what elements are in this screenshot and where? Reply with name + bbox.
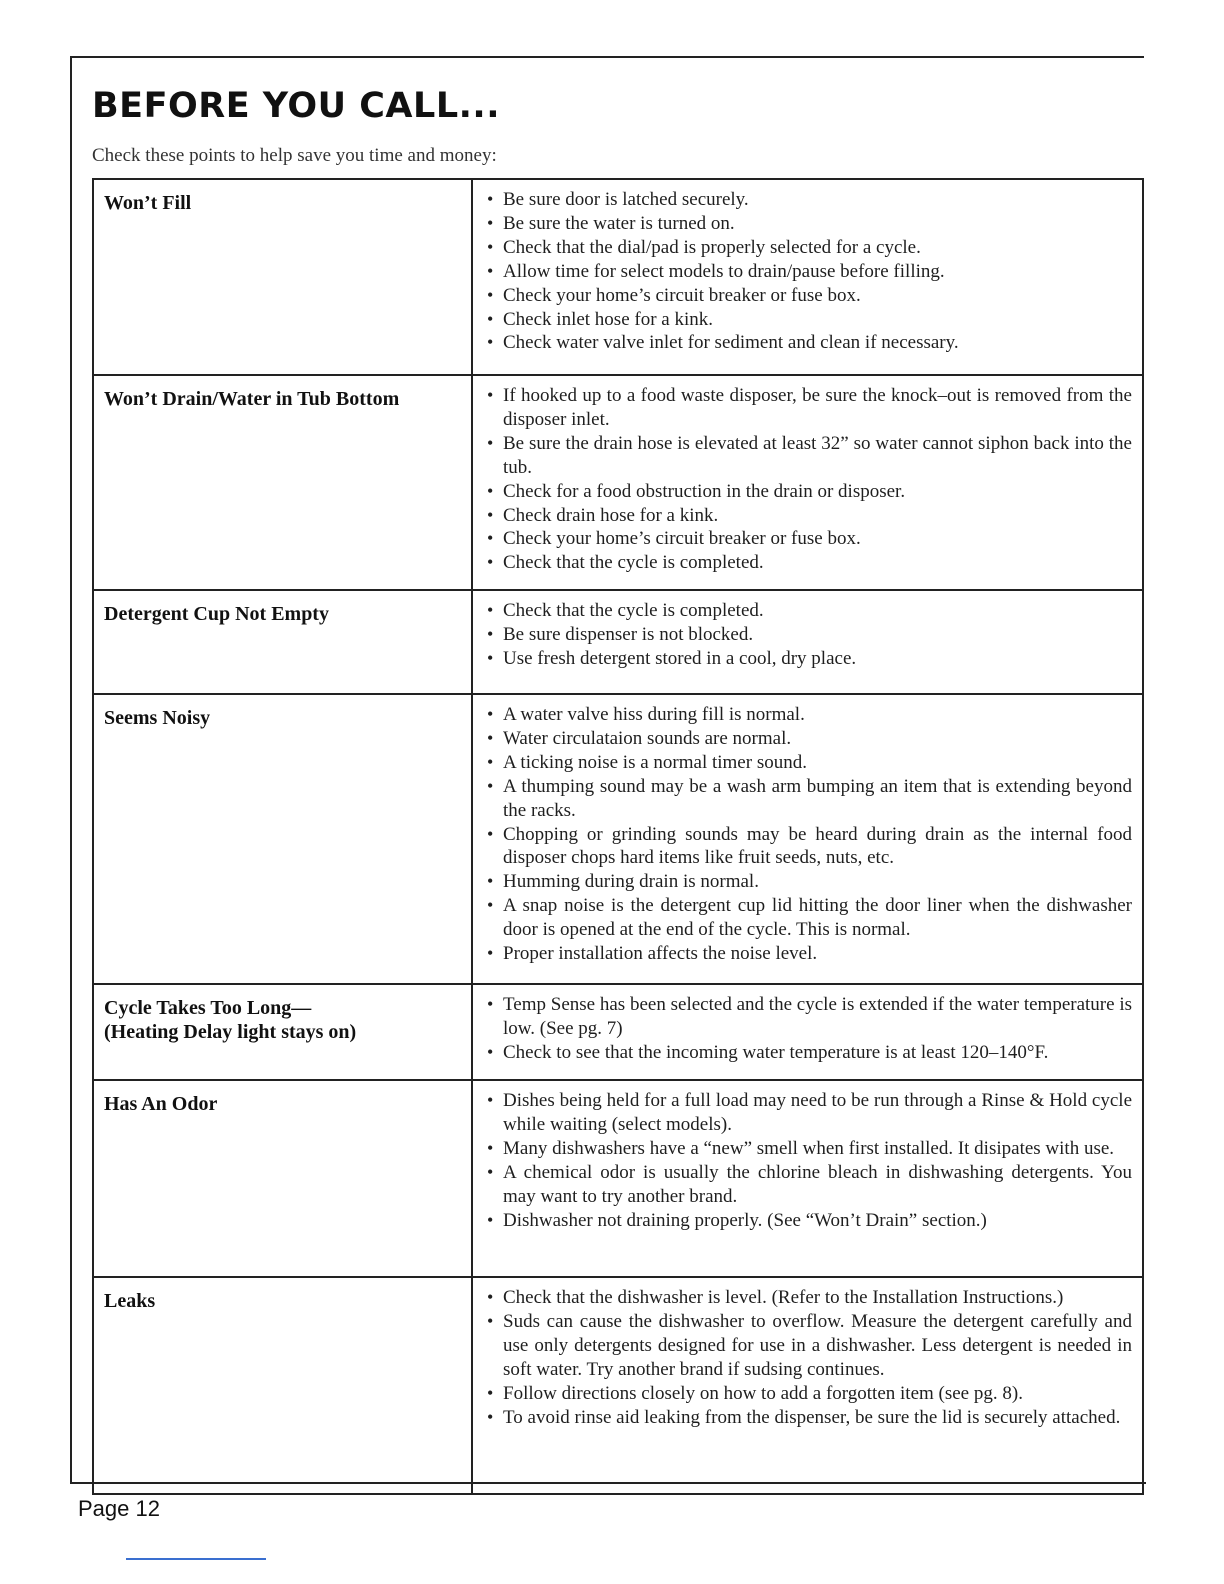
- solution-item: • Temp Sense has been selected and the cycle is extended if the water temperature is low. (See pg. 7): [485, 993, 1132, 1041]
- solution-item: • Dishwasher not draining properly. (See “Won’t Drain” section.): [485, 1209, 1132, 1233]
- solutions-cell: [472, 1080, 1143, 1277]
- solution-item: • Proper installation affects the noise level.: [485, 942, 1132, 966]
- left-rule: [70, 56, 72, 1484]
- solutions-list: [485, 1286, 1132, 1429]
- page-subtitle: Check these points to help save you time and money:: [92, 145, 497, 166]
- problem-label-secondary: (Heating Delay light stays on): [104, 1021, 357, 1043]
- problem-label: Detergent Cup Not Empty: [104, 603, 329, 625]
- solution-item: • Dishes being held for a full load may need to be run through a Rinse & Hold cycle while waiting (select models).: [485, 1089, 1132, 1137]
- solution-item: • Many dishwashers have a “new” smell when first installed. It disipates with use.: [485, 1137, 1132, 1161]
- solution-item: • Chopping or grinding sounds may be heard during drain as the internal food disposer chops hard items like fruit seeds, nuts, etc.: [485, 823, 1132, 871]
- solution-item: • A ticking noise is a normal timer sound.: [485, 751, 1132, 775]
- problem-label: Has An Odor: [104, 1093, 218, 1115]
- solution-item: • A snap noise is the detergent cup lid hitting the door liner when the dishwasher door is opened at the end of the cycle. This is normal.: [485, 894, 1132, 942]
- problem-label: Won’t Drain/Water in Tub Bottom: [104, 388, 400, 410]
- solutions-cell: [472, 590, 1143, 694]
- page-number: Page 12: [78, 1496, 160, 1521]
- solution-item: • Humming during drain is normal.: [485, 870, 1132, 894]
- row-wont-drain: [93, 375, 1143, 590]
- problem-cell: [93, 694, 472, 984]
- row-cycle-too-long: [93, 984, 1143, 1080]
- solution-item: • Be sure the drain hose is elevated at least 32” so water cannot siphon back into the tub.: [485, 432, 1132, 480]
- decorative-underline: [126, 1558, 266, 1560]
- solution-item: • Check for a food obstruction in the drain or disposer.: [485, 480, 1132, 504]
- solution-item: • Check to see that the incoming water temperature is at least 120–140°F.: [485, 1041, 1132, 1065]
- solution-item: • Use fresh detergent stored in a cool, dry place.: [485, 647, 1132, 671]
- solutions-cell: [472, 1277, 1143, 1494]
- solutions-cell: [472, 984, 1143, 1080]
- row-detergent-cup: [93, 590, 1143, 694]
- solution-item: • Allow time for select models to drain/pause before filling.: [485, 260, 1132, 284]
- solutions-list: [485, 703, 1132, 966]
- solution-item: • A chemical odor is usually the chlorine bleach in dishwashing detergents. You may want to try another brand.: [485, 1161, 1132, 1209]
- solution-item: • A thumping sound may be a wash arm bumping an item that is extending beyond the racks.: [485, 775, 1132, 823]
- solution-item: • Be sure dispenser is not blocked.: [485, 623, 1132, 647]
- solution-item: • Check that the cycle is completed.: [485, 599, 1132, 623]
- problem-cell: [93, 375, 472, 590]
- row-leaks: [93, 1277, 1143, 1494]
- solution-item: • Check that the dial/pad is properly selected for a cycle.: [485, 236, 1132, 260]
- bottom-rule: [70, 1482, 1146, 1484]
- problem-cell: [93, 1277, 472, 1494]
- problem-cell: [93, 984, 472, 1080]
- solution-item: • Check that the cycle is completed.: [485, 551, 1132, 575]
- problem-cell: [93, 1080, 472, 1277]
- problem-label: Leaks: [104, 1290, 156, 1312]
- solution-item: • Suds can cause the dishwasher to overflow. Measure the detergent carefully and use only detergents designed for use in a dishwasher. Less detergent is needed in soft water. Try another brand if sudsing continues.: [485, 1310, 1132, 1382]
- solutions-list: [485, 188, 1132, 355]
- troubleshooting-table: [92, 178, 1144, 1495]
- problem-cell: [93, 179, 472, 375]
- solutions-list: [485, 993, 1132, 1065]
- solution-item: • Water circulataion sounds are normal.: [485, 727, 1132, 751]
- solutions-cell: [472, 375, 1143, 590]
- row-wont-fill: [93, 179, 1143, 375]
- solution-item: • Be sure door is latched securely.: [485, 188, 1132, 212]
- solutions-list: [485, 1089, 1132, 1232]
- solutions-cell: [472, 694, 1143, 984]
- problem-label: Cycle Takes Too Long—: [104, 997, 312, 1019]
- problem-label: Seems Noisy: [104, 707, 211, 729]
- page-title: BEFORE YOU CALL...: [92, 86, 501, 126]
- solution-item: • Check your home’s circuit breaker or fuse box.: [485, 527, 1132, 551]
- solution-item: • Check that the dishwasher is level. (Refer to the Installation Instructions.): [485, 1286, 1132, 1310]
- row-seems-noisy: [93, 694, 1143, 984]
- problem-label: Won’t Fill: [104, 192, 192, 214]
- solution-item: • Check your home’s circuit breaker or fuse box.: [485, 284, 1132, 308]
- solution-item: • If hooked up to a food waste disposer, be sure the knock–out is removed from the disposer inlet.: [485, 384, 1132, 432]
- solutions-list: [485, 599, 1132, 671]
- solution-item: • To avoid rinse aid leaking from the dispenser, be sure the lid is securely attached.: [485, 1406, 1132, 1430]
- solution-item: • A water valve hiss during fill is normal.: [485, 703, 1132, 727]
- row-has-odor: [93, 1080, 1143, 1277]
- problem-cell: [93, 590, 472, 694]
- solution-item: • Check water valve inlet for sediment and clean if necessary.: [485, 331, 1132, 355]
- solutions-list: [485, 384, 1132, 575]
- top-rule: [70, 56, 1144, 58]
- solution-item: • Be sure the water is turned on.: [485, 212, 1132, 236]
- solution-item: • Check inlet hose for a kink.: [485, 308, 1132, 332]
- solution-item: • Check drain hose for a kink.: [485, 504, 1132, 528]
- solution-item: • Follow directions closely on how to add a forgotten item (see pg. 8).: [485, 1382, 1132, 1406]
- solutions-cell: [472, 179, 1143, 375]
